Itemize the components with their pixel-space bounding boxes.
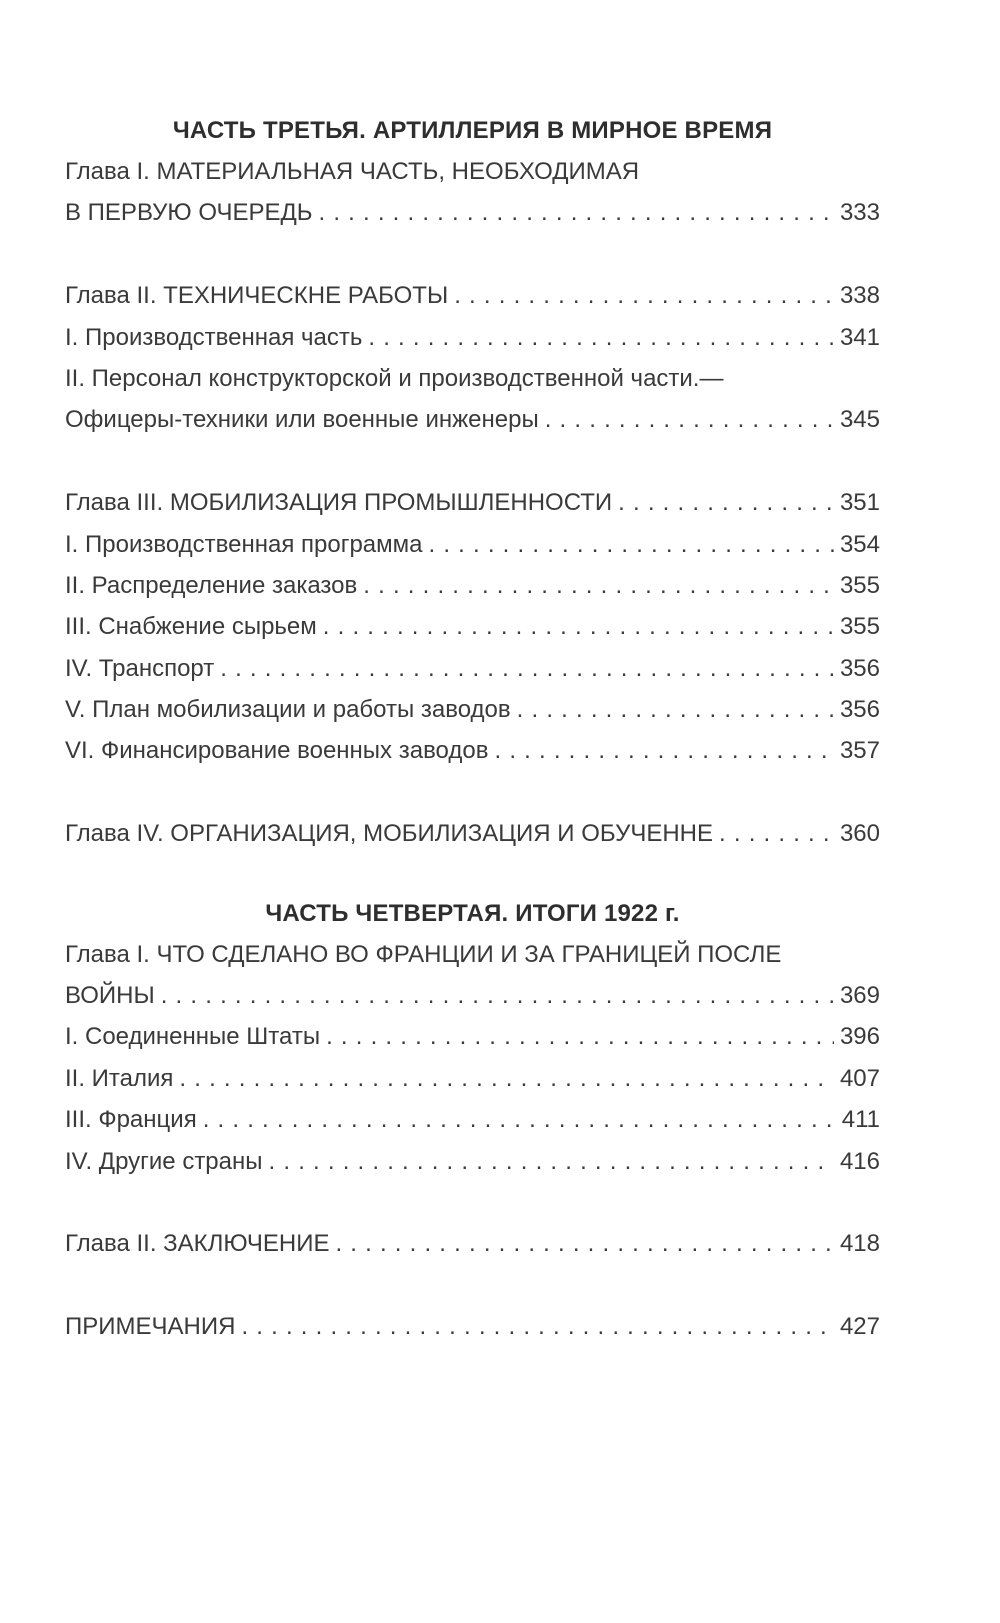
dot-leader	[179, 1058, 834, 1099]
page-number: 369	[839, 982, 880, 1010]
dot-leader	[335, 1223, 834, 1264]
entry-title: I. Соединенные Штаты	[65, 1023, 321, 1051]
entry-title: I. Производственная программа	[65, 530, 423, 558]
dot-leader	[454, 275, 834, 316]
dot-leader	[429, 524, 834, 565]
entry-title: IV. Транспорт	[65, 654, 215, 682]
entry-title: ВОЙНЫ	[65, 982, 155, 1010]
toc-entry[interactable]	[65, 1223, 880, 1264]
toc-entry[interactable]	[65, 606, 880, 647]
chapter-1-title-line: Глава I. ЧТО СДЕЛАНО ВО ФРАНЦИИ И ЗА ГРАНИЦЕЙ ПОСЛЕ	[65, 940, 782, 968]
entry-title: III. Франция	[65, 1106, 197, 1134]
toc-entry[interactable]	[65, 317, 880, 358]
entry-title: Глава II. ЗАКЛЮЧЕНИЕ	[65, 1230, 330, 1258]
entry-title: Глава II. ТЕХНИЧЕСКНЕ РАБОТЫ	[65, 282, 449, 310]
dot-leader	[368, 317, 834, 358]
dot-leader	[618, 482, 834, 523]
toc-entry[interactable]	[65, 275, 880, 316]
dot-leader	[269, 1141, 834, 1182]
entry-title: II. Распределение заказов	[65, 571, 358, 599]
entry-title: IV. Другие страны	[65, 1147, 263, 1175]
dot-leader	[318, 192, 833, 233]
entry-title: ПРИМЕЧАНИЯ	[65, 1313, 236, 1341]
page-number: 354	[839, 530, 880, 558]
toc-entry[interactable]	[65, 565, 880, 606]
dot-leader	[326, 1016, 834, 1057]
page-number: 357	[839, 737, 880, 765]
page-number: 356	[839, 654, 880, 682]
subsection-title-line: II. Персонал конструкторской и производственной части.—	[65, 364, 724, 392]
page-number: 418	[839, 1230, 880, 1258]
dot-leader	[517, 689, 834, 730]
toc-entry[interactable]	[65, 1306, 880, 1347]
dot-leader	[203, 1099, 836, 1140]
entry-title: I. Производственная часть	[65, 323, 363, 351]
toc-entry[interactable]	[65, 1141, 880, 1182]
page-number: 416	[839, 1147, 880, 1175]
chapter-1-title-line: Глава I. МАТЕРИАЛЬНАЯ ЧАСТЬ, НЕОБХОДИМАЯ	[65, 158, 640, 185]
toc-entry[interactable]	[65, 1099, 880, 1140]
part-three-heading: ЧАСТЬ ТРЕТЬЯ. АРТИЛЛЕРИЯ В МИРНОЕ ВРЕМЯ	[172, 117, 773, 144]
page-number: 407	[839, 1064, 880, 1092]
entry-title: Глава III. МОБИЛИЗАЦИЯ ПРОМЫШЛЕННОСТИ	[65, 489, 613, 517]
entry-title: II. Италия	[65, 1064, 174, 1092]
dot-leader	[719, 813, 834, 854]
entry-title: В ПЕРВУЮ ОЧЕРЕДЬ	[65, 199, 313, 227]
toc-entry[interactable]	[65, 482, 880, 523]
dot-leader	[494, 730, 833, 771]
dot-leader	[323, 606, 834, 647]
dot-leader	[363, 565, 834, 606]
entry-title: III. Снабжение сырьем	[65, 613, 317, 641]
entry-title: Офицеры-техники или военные инженеры	[65, 406, 539, 434]
page-number: 355	[839, 613, 880, 641]
toc-entry[interactable]	[65, 524, 880, 565]
dot-leader	[220, 648, 834, 689]
toc-entry[interactable]	[65, 689, 880, 730]
toc-entry[interactable]	[65, 730, 880, 771]
page-number: 427	[839, 1313, 880, 1341]
dot-leader	[545, 399, 834, 440]
page-number: 333	[839, 199, 880, 227]
page-number: 351	[839, 489, 880, 517]
page-number: 338	[839, 282, 880, 310]
part-four-heading: ЧАСТЬ ЧЕТВЕРТАЯ. ИТОГИ 1922 г.	[265, 899, 680, 927]
toc-entry[interactable]	[65, 975, 880, 1016]
toc-entry[interactable]	[65, 1058, 880, 1099]
page-number: 356	[839, 696, 880, 724]
toc-entry[interactable]	[65, 648, 880, 689]
entry-title: VI. Финансирование военных заводов	[65, 737, 489, 765]
toc-entry[interactable]	[65, 192, 880, 233]
toc-entry[interactable]	[65, 399, 880, 440]
page-number: 341	[839, 323, 880, 351]
page-number: 345	[839, 406, 880, 434]
entry-title: Глава IV. ОРГАНИЗАЦИЯ, МОБИЛИЗАЦИЯ И ОБУЧЕННЕ	[65, 820, 714, 848]
table-of-contents	[65, 110, 880, 1348]
dot-leader	[241, 1306, 834, 1347]
page-number: 360	[839, 820, 880, 848]
dot-leader	[161, 975, 834, 1016]
toc-entry[interactable]	[65, 813, 880, 854]
page-number: 411	[841, 1106, 880, 1134]
entry-title: V. План мобилизации и работы заводов	[65, 696, 511, 724]
page-number: 355	[839, 571, 880, 599]
toc-entry[interactable]	[65, 1016, 880, 1057]
page-number: 396	[839, 1023, 880, 1051]
